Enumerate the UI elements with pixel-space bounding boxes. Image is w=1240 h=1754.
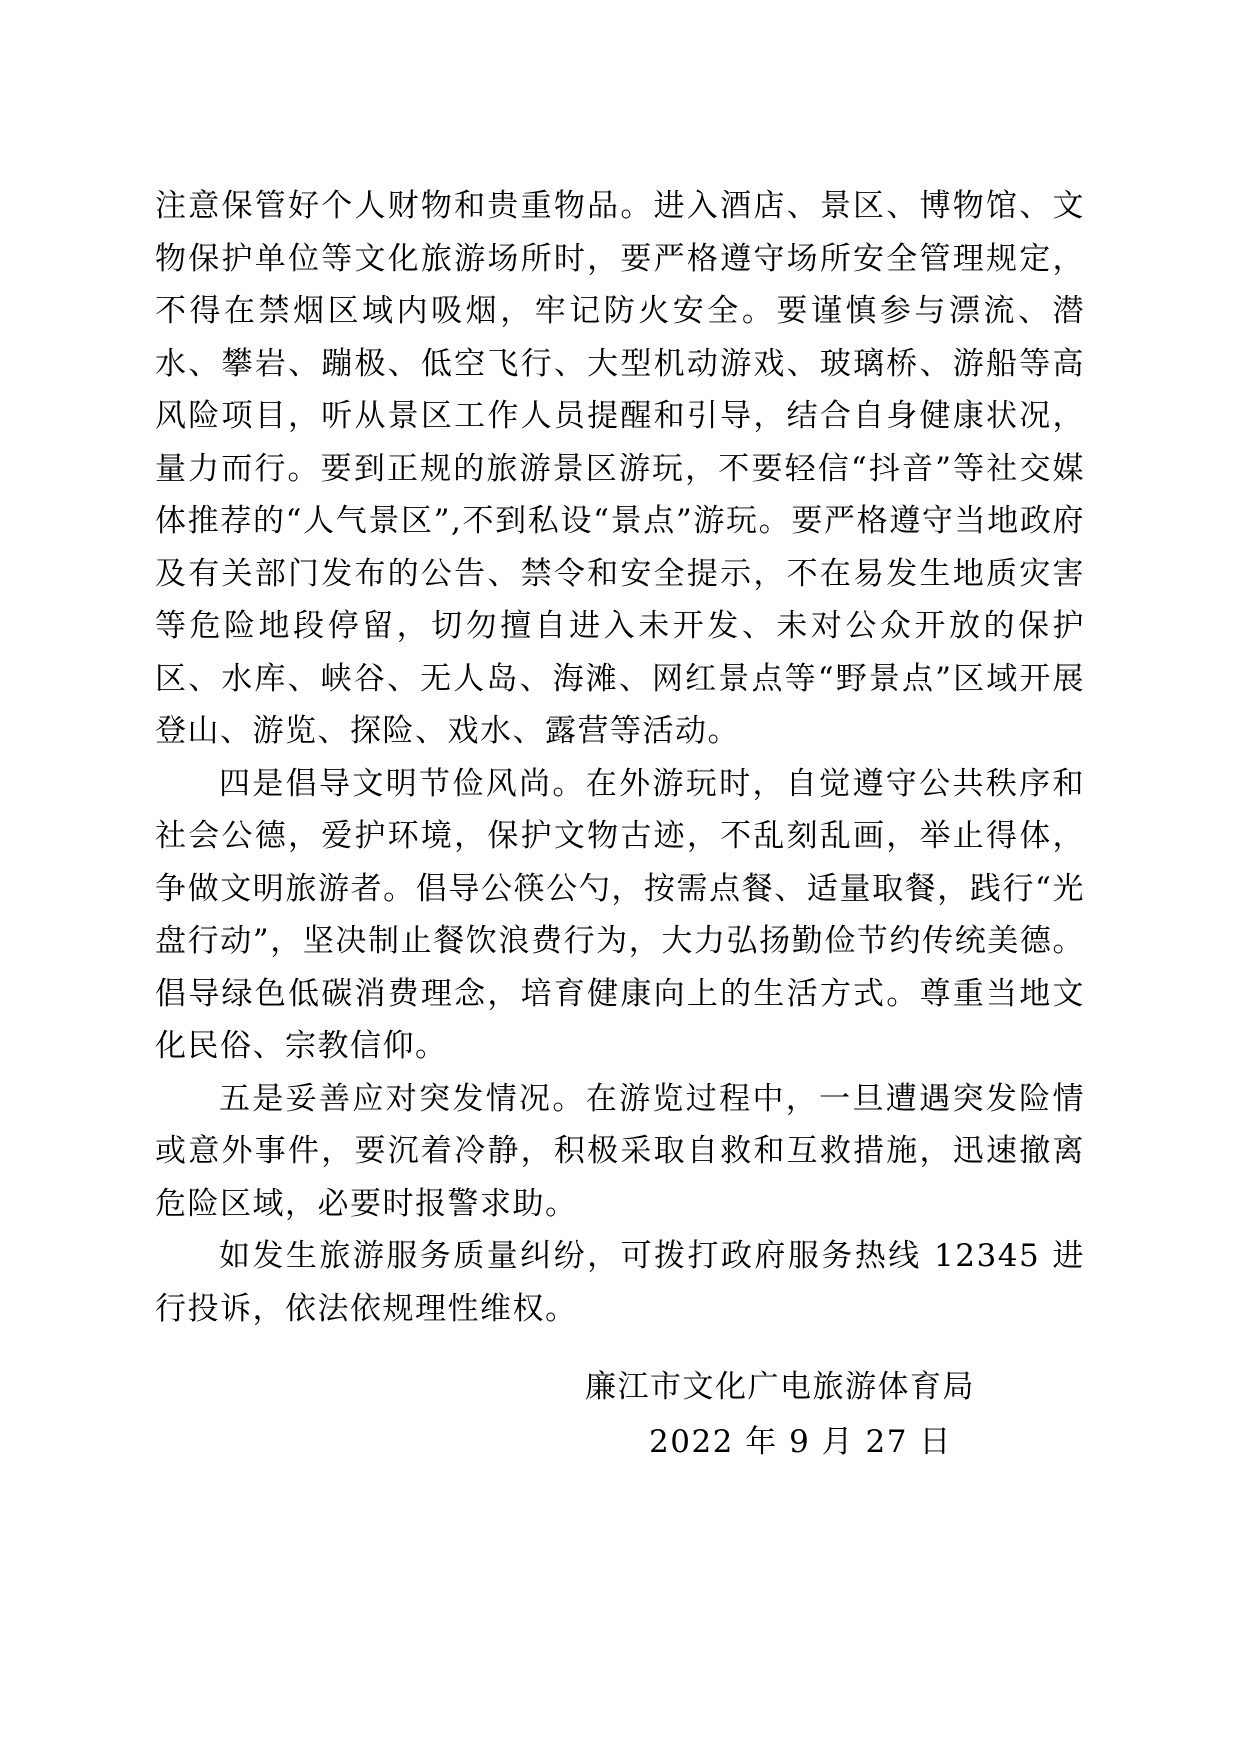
paragraph-safety-continued: 注意保管好个人财物和贵重物品。进入酒店、景区、博物馆、文物保护单位等文化旅游场所时，要严格遵守场所安全管理规定，不得在禁烟区域内吸烟，牢记防火安全。要谨慎参与漂流、潜水、攀岩、蹦极、低空飞行、大型机动游戏、玻璃桥、游船等高风险项目，听从景区工作人员提醒和引导，结合自身健康状况，量力而行。要到正规的旅游景区游玩，不要轻信“抖音”等社交媒体推荐的“人气景区”,不到私设“景点”游玩。要严格遵守当地政府及有关部门发布的公告、禁令和安全提示，不在易发生地质灾害等危险地段停留，切勿擅自进入未开发、未对公众开放的保护区、水库、峡谷、无人岛、海滩、网红景点等“野景点”区域开展登山、游览、探险、戏水、露营等活动。 [155, 188, 1085, 749]
issue-date: 2022 年 9 月 27 日 [649, 1424, 952, 1460]
paragraph-complaint-hotline: 如发生旅游服务质量纠纷，可拨打政府服务热线 12345 进行投诉，依法依规理性维权。 [155, 1238, 1085, 1327]
paragraph-civilized-travel: 四是倡导文明节俭风尚。在外游玩时，自觉遵守公共秩序和社会公德，爱护环境，保护文物古迹，不乱刻乱画，举止得体，争做文明旅游者。倡导公筷公勺，按需点餐、适量取餐，践行“光盘行动”，坚决制止餐饮浪费行为，大力弘扬勤俭节约传统美德。倡导绿色低碳消费理念，培育健康向上的生活方式。尊重当地文化民俗、宗教信仰。 [155, 765, 1085, 1064]
issuing-organization: 廉江市文化广电旅游体育局 [585, 1369, 975, 1405]
paragraph-emergency-response: 五是妥善应对突发情况。在游览过程中，一旦遭遇突发险情或意外事件，要沉着冷静，积极采取自救和互救措施，迅速撤离危险区域，必要时报警求助。 [155, 1080, 1085, 1222]
document-body [155, 180, 1085, 1335]
signature-block [585, 1360, 1005, 1470]
